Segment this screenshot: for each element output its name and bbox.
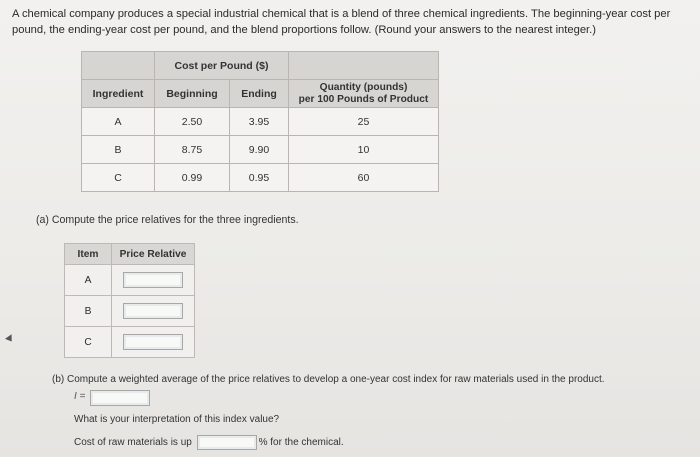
ending-header: Ending xyxy=(230,80,289,108)
table-corner-cell xyxy=(82,52,155,80)
price-relative-cell xyxy=(112,327,195,358)
table-row xyxy=(65,265,195,296)
index-label: I = xyxy=(74,391,86,402)
index-input[interactable] xyxy=(90,390,150,406)
part-a-prompt: (a) Compute the price relatives for the three ingredients. xyxy=(36,214,299,226)
quantity-cell: 25 xyxy=(289,108,439,136)
price-relative-input-a[interactable] xyxy=(123,272,183,288)
item-cell: B xyxy=(65,296,112,327)
ending-cost-cell: 9.90 xyxy=(230,136,289,164)
ingredient-header: Ingredient xyxy=(82,80,155,108)
table-row xyxy=(82,108,439,136)
ending-cost-cell: 0.95 xyxy=(230,164,289,192)
table-row xyxy=(65,296,195,327)
table-corner-cell xyxy=(289,52,439,80)
table-row xyxy=(82,164,439,192)
price-relative-header: Price Relative xyxy=(112,244,195,265)
item-header: Item xyxy=(65,244,112,265)
price-relative-cell xyxy=(112,265,195,296)
item-cell: A xyxy=(65,265,112,296)
ingredient-cell: B xyxy=(82,136,155,164)
item-cell: C xyxy=(65,327,112,358)
table-row xyxy=(65,327,195,358)
interpretation-prompt: What is your interpretation of this index value? xyxy=(74,414,280,425)
table-row xyxy=(82,136,439,164)
quantity-header-line2: per 100 Pounds of Product xyxy=(298,93,429,105)
mouse-cursor-icon xyxy=(5,334,15,344)
quantity-header-line1: Quantity (pounds) xyxy=(319,81,408,93)
beginning-cost-cell: 2.50 xyxy=(155,108,230,136)
problem-statement: A chemical company produces a special industrial chemical that is a blend of three chemical ingredients. The beginning-year cost per pound, the ending-year cost per pound, and the blend proportions follow. (Round your answers to the nearest integer.) xyxy=(12,8,671,36)
quantity-header xyxy=(289,80,439,108)
ingredient-cell: C xyxy=(82,164,155,192)
quantity-cell: 10 xyxy=(289,136,439,164)
price-relative-cell xyxy=(112,296,195,327)
beginning-cost-cell: 8.75 xyxy=(155,136,230,164)
price-relative-input-b[interactable] xyxy=(123,303,183,319)
cost-prefix: Cost of raw materials is up xyxy=(74,437,192,449)
part-b-prompt: (b) Compute a weighted average of the price relatives to develop a one-year cost index for raw materials used in the product. xyxy=(52,374,605,385)
price-relative-table xyxy=(64,243,195,358)
ingredient-table xyxy=(81,51,439,192)
ending-cost-cell: 3.95 xyxy=(230,108,289,136)
beginning-cost-cell: 0.99 xyxy=(155,164,230,192)
quantity-cell: 60 xyxy=(289,164,439,192)
price-relative-input-c[interactable] xyxy=(123,334,183,350)
beginning-header: Beginning xyxy=(155,80,230,108)
cost-per-pound-header: Cost per Pound ($) xyxy=(155,52,289,80)
cost-suffix: % for the chemical. xyxy=(258,437,344,449)
percent-increase-input[interactable] xyxy=(197,435,257,450)
ingredient-cell: A xyxy=(82,108,155,136)
cost-interpretation-line xyxy=(74,435,344,450)
